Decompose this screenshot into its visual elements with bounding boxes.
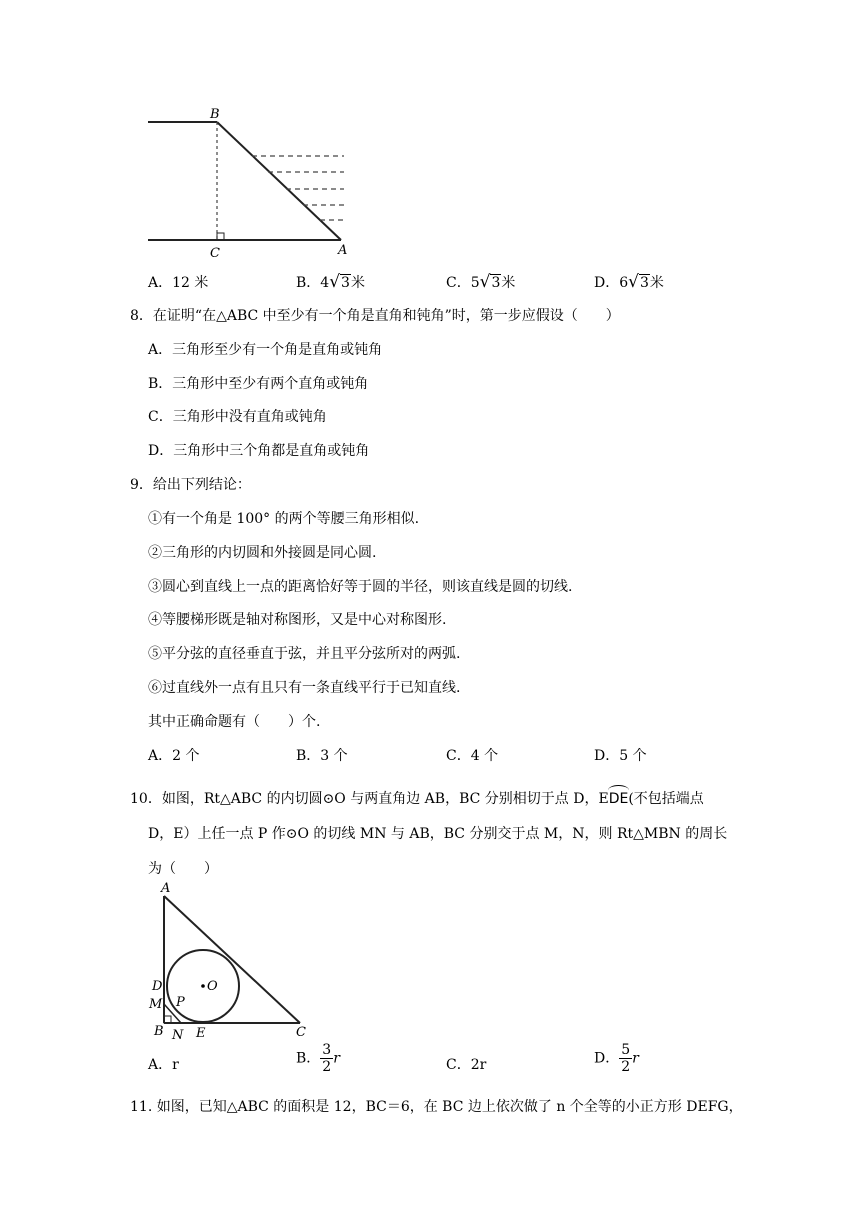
q10-line-2: D，E）上任一点 P 作⊙O 的切线 MN 与 AB，BC 分别交于点 M，N，则 Rt△MBN 的周长: [148, 826, 728, 842]
q9-item-5: ⑤平分弦的直径垂直于弦，并且平分弦所对的两弧.: [148, 646, 461, 662]
label-n: N: [172, 1028, 184, 1043]
q9-item-1: ①有一个角是 100° 的两个等腰三角形相似.: [148, 511, 420, 527]
q9-option-a: A．2 个: [148, 748, 200, 764]
arc-de: DE: [608, 791, 629, 807]
q11-stem: 11. 如图，已知△ABC 的面积是 12，BC＝6，在 BC 边上依次做了 n 个全等的小正方形 DEFG，: [130, 1099, 743, 1115]
q10-option-d: D． $\frac{5}{2}$ r: [594, 1042, 639, 1075]
q8-option-d: D．三角形中三个角都是直角或钝角: [148, 443, 370, 459]
q10-line-3: 为（ ）: [148, 861, 218, 877]
q7-option-d: D．6√3米: [594, 272, 664, 292]
figure-incircle: [140, 876, 320, 1046]
label-b: B: [154, 1024, 164, 1039]
q10-line-1: 10．如图，Rt△ABC 的内切圆⊙O 与两直角边 AB，BC 分别相切于点 D，EDE(不包括端点: [130, 791, 704, 807]
label-a: A: [338, 243, 348, 258]
label-o: O: [207, 979, 218, 994]
q8-stem: 8．在证明“在△ABC 中至少有一个角是直角和钝角”时，第一步应假设（ ）: [130, 308, 620, 324]
q9-option-d: D．5 个: [594, 748, 647, 764]
q10-option-a: A．r: [148, 1057, 179, 1073]
q10-option-b: B． $\frac{3}{2}$ r: [296, 1042, 340, 1075]
q9-stem: 9．给出下列结论：: [130, 477, 251, 493]
q8-option-a: A．三角形至少有一个角是直角或钝角: [148, 342, 383, 358]
q9-item-4: ④等腰梯形既是轴对称图形，又是中心对称图形.: [148, 612, 447, 628]
q9-ask: 其中正确命题有（ ）个.: [148, 714, 321, 730]
q9-item-6: ⑥过直线外一点有且只有一条直线平行于已知直线.: [148, 680, 461, 696]
label-b: B: [210, 107, 220, 122]
q9-option-b: B．3 个: [296, 748, 348, 764]
label-e: E: [196, 1026, 206, 1041]
figure-slope: [140, 100, 360, 265]
q10-option-c: C．2r: [446, 1057, 487, 1073]
label-c: C: [296, 1025, 306, 1040]
label-c: C: [210, 246, 220, 261]
label-d: D: [152, 979, 163, 994]
q7-option-b: B．4√3米: [296, 272, 365, 292]
label-p: P: [176, 995, 185, 1010]
q9-item-2: ②三角形的内切圆和外接圆是同心圆.: [148, 545, 377, 561]
q7-option-a: A．12 米: [148, 275, 209, 291]
label-m: M: [149, 997, 163, 1012]
q8-option-b: B．三角形中至少有两个直角或钝角: [148, 376, 369, 392]
q7-option-c: C．5√3米: [446, 272, 516, 292]
q9-item-3: ③圆心到直线上一点的距离恰好等于圆的半径，则该直线是圆的切线.: [148, 579, 573, 595]
label-a: A: [161, 881, 171, 896]
q9-option-c: C．4 个: [446, 748, 499, 764]
q8-option-c: C．三角形中没有直角或钝角: [148, 409, 327, 425]
